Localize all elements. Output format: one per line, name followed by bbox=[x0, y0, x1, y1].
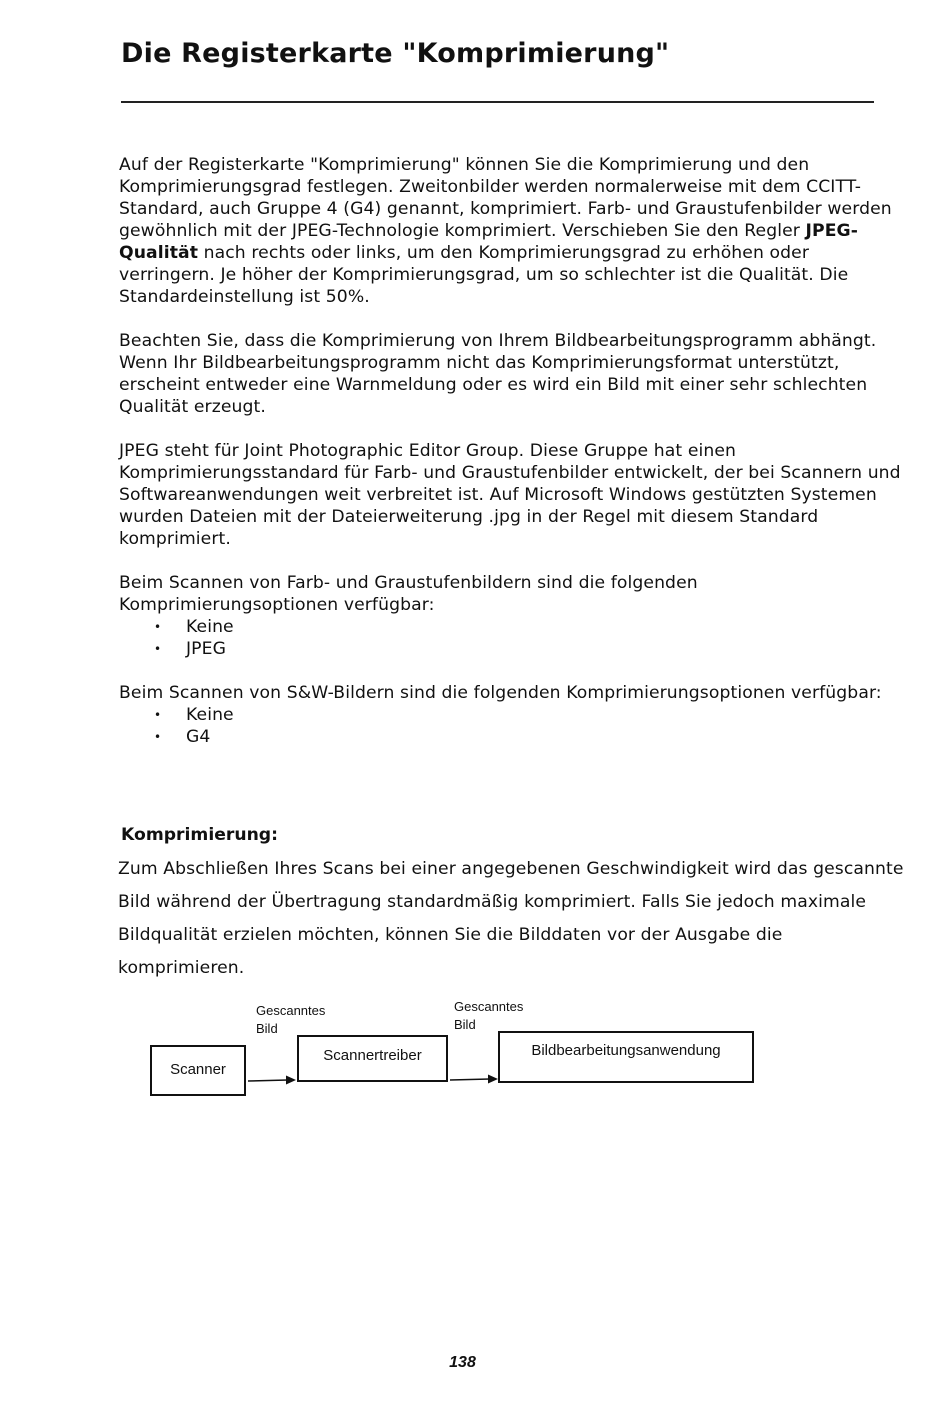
list-item-label: Keine bbox=[186, 705, 234, 725]
flow-arrows bbox=[0, 990, 950, 1110]
section-paragraph: Zum Abschließen Ihres Scans bei einer angegebenen Geschwindigkeit wird das gescannte Bild während der Übertragung standardmäßig komprimiert. Falls Sie jedoch maximale Bildqualität erzielen möchten, können Sie die Bilddaten vor der Ausgabe die komprimieren. bbox=[118, 859, 904, 978]
paragraph-jpeg-definition: JPEG steht für Joint Photographic Editor Group. Diese Gruppe hat einen Komprimierungsstandard für Farb- und Graustufenbilder entwickelt, der bei Scannern und Softwareanwendungen weit verbreitet ist. Auf Microsoft Windows gestützten Systemen wurden Dateien mit der Dateierweiterung .jpg in der Regel mit diesem Standard komprimiert. bbox=[119, 441, 901, 549]
box-label: Bildbearbeitungsanwendung bbox=[531, 1042, 721, 1059]
jpeg-quality-label: JPEG-Qualität bbox=[119, 221, 858, 263]
box-label: Scanner bbox=[170, 1061, 226, 1078]
list-item bbox=[119, 704, 909, 726]
bullet-icon: • bbox=[154, 642, 162, 656]
arrow-line-2 bbox=[450, 1079, 490, 1080]
box-label: Scannertreiber bbox=[323, 1047, 422, 1064]
paragraph-text: nach rechts oder links, um den Komprimierungsgrad zu erhöhen oder verringern. Je höher der Komprimierungsgrad, um so schlechter ist die Qualität. Die Standardeinstellung ist 50%. bbox=[119, 243, 849, 307]
bullet-icon: • bbox=[154, 620, 162, 634]
list-item-label: JPEG bbox=[186, 639, 227, 659]
list-item bbox=[119, 726, 909, 748]
bullet-icon: • bbox=[154, 708, 162, 722]
scan-flow-diagram bbox=[0, 990, 950, 1110]
section-heading: Komprimierung: bbox=[121, 825, 278, 845]
paragraph-compression-tab bbox=[119, 154, 909, 308]
paragraph-program-dependency: Beachten Sie, dass die Komprimierung von Ihrem Bildbearbeitungsprogramm abhängt. Wenn Ihr Bildbearbeitungsprogramm nicht das Komprimierungsformat unterstützt, erscheint entweder eine Warnmeldung oder es wird ein Bild mit einer sehr schlechten Qualität erzeugt. bbox=[119, 331, 877, 417]
list-item bbox=[119, 638, 909, 660]
intro-section bbox=[119, 154, 909, 770]
arrow-head-1 bbox=[286, 1076, 296, 1085]
list-item-label: G4 bbox=[186, 727, 211, 747]
bullet-icon: • bbox=[154, 730, 162, 744]
paragraph-color-options: Beim Scannen von Farb- und Graustufenbildern sind die folgenden Komprimierungsoptionen verfügbar: bbox=[119, 573, 698, 615]
paragraph-text: Auf der Registerkarte "Komprimierung" können Sie die Komprimierung und den Komprimierungsgrad festlegen. Zweitonbilder werden normalerweise mit dem CCITT-Standard, auch Gruppe 4 (G4) genannt, komprimiert. Farb- und Graustufenbilder werden gewöhnlich mit der JPEG-Technologie komprimiert. Verschieben Sie den Regler bbox=[119, 155, 892, 241]
caption-line: Gescanntes bbox=[454, 999, 524, 1014]
paragraph-bw-options: Beim Scannen von S&W-Bildern sind die folgenden Komprimierungsoptionen verfügbar: bbox=[119, 683, 882, 703]
arrow-head-2 bbox=[488, 1075, 498, 1084]
color-options-list bbox=[119, 616, 909, 660]
caption-line: Gescanntes bbox=[256, 1003, 326, 1018]
page-title: Die Registerkarte "Komprimierung" bbox=[121, 38, 670, 69]
bw-options-list bbox=[119, 704, 909, 748]
list-item-label: Keine bbox=[186, 617, 234, 637]
page-number: 138 bbox=[449, 1354, 476, 1371]
arrow-line-1 bbox=[248, 1080, 288, 1081]
title-divider bbox=[121, 101, 874, 103]
caption-line: Bild bbox=[454, 1017, 476, 1032]
list-item bbox=[119, 616, 909, 638]
caption-line: Bild bbox=[256, 1021, 278, 1036]
